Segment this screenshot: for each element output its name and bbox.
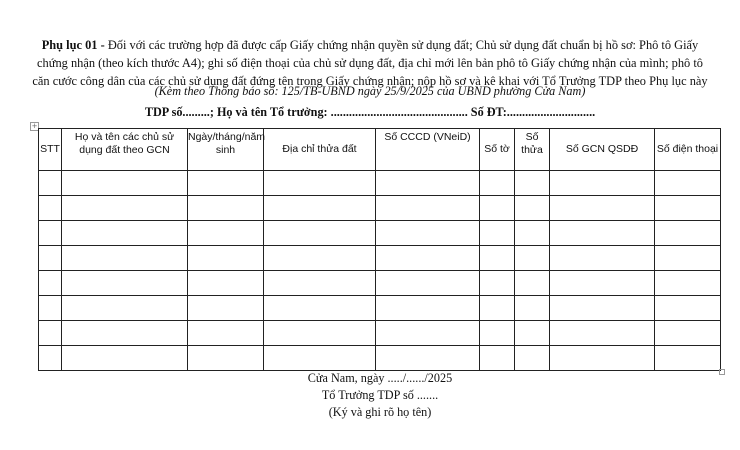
table-cell[interactable] xyxy=(550,271,655,296)
declaration-table xyxy=(38,128,721,371)
table-cell[interactable] xyxy=(515,196,550,221)
table-cell[interactable] xyxy=(188,346,264,371)
table-row xyxy=(39,171,721,196)
table-cell[interactable] xyxy=(188,271,264,296)
table-cell[interactable] xyxy=(188,196,264,221)
signature-block xyxy=(280,370,480,421)
table-cell[interactable] xyxy=(550,346,655,371)
table-cell[interactable] xyxy=(550,296,655,321)
table-cell[interactable] xyxy=(655,271,721,296)
table-cell[interactable] xyxy=(376,271,480,296)
table-cell[interactable] xyxy=(264,321,376,346)
table-row xyxy=(39,196,721,221)
table-cell[interactable] xyxy=(188,296,264,321)
table-cell[interactable] xyxy=(264,171,376,196)
table-cell[interactable] xyxy=(515,271,550,296)
table-cell[interactable] xyxy=(515,221,550,246)
table-cell[interactable] xyxy=(376,196,480,221)
table-cell[interactable] xyxy=(480,346,515,371)
table-row xyxy=(39,321,721,346)
table-cell[interactable] xyxy=(550,221,655,246)
table-cell[interactable] xyxy=(480,296,515,321)
header-id-number: Số CCCD (VNeiD) xyxy=(376,129,480,171)
table-cell[interactable] xyxy=(62,346,188,371)
table-cell[interactable] xyxy=(264,346,376,371)
table-cell[interactable] xyxy=(655,196,721,221)
table-cell[interactable] xyxy=(515,171,550,196)
table-cell[interactable] xyxy=(188,321,264,346)
table-cell[interactable] xyxy=(550,246,655,271)
table-resize-handle-icon[interactable] xyxy=(719,369,725,375)
table-cell[interactable] xyxy=(550,196,655,221)
table-cell[interactable] xyxy=(62,171,188,196)
table-cell[interactable] xyxy=(376,246,480,271)
table-cell[interactable] xyxy=(550,171,655,196)
header-owner-name: Họ và tên các chủ sử dụng đất theo GCN xyxy=(62,129,188,171)
table-cell[interactable] xyxy=(655,246,721,271)
table-cell[interactable] xyxy=(39,296,62,321)
table-body xyxy=(39,171,721,371)
table-cell[interactable] xyxy=(39,346,62,371)
table-header-row xyxy=(39,129,721,171)
table-cell[interactable] xyxy=(39,246,62,271)
table-cell[interactable] xyxy=(62,296,188,321)
table-cell[interactable] xyxy=(376,171,480,196)
table-row xyxy=(39,246,721,271)
table-cell[interactable] xyxy=(480,321,515,346)
table-cell[interactable] xyxy=(188,171,264,196)
table-cell[interactable] xyxy=(62,246,188,271)
table-cell[interactable] xyxy=(480,171,515,196)
table-cell[interactable] xyxy=(515,346,550,371)
table-cell[interactable] xyxy=(39,271,62,296)
table-cell[interactable] xyxy=(480,221,515,246)
table-cell[interactable] xyxy=(39,221,62,246)
table-cell[interactable] xyxy=(376,346,480,371)
header-birth-date: Ngày/tháng/năm sinh xyxy=(188,129,264,171)
appendix-instructions: Đối với các trường hợp đã được cấp Giấy chứng nhận quyền sử dụng đất; Chủ sử dụng đất chuẩn bị hồ sơ: Phô tô Giấy chứng nhận (theo kích thước A4); ghi số điện thoại của chủ sử dụng đất, địa chỉ mới lên bản phô tô Giấy chứng nhận của mình; phô tô căn cước công dân của các chủ sử dụng đất đứng tên trong Giấy chứng nhận; nộp hồ sơ và kê khai với Tổ Trưởng TDP theo Phụ lục này xyxy=(32,38,708,88)
table-cell[interactable] xyxy=(480,196,515,221)
table-cell[interactable] xyxy=(62,196,188,221)
table-cell[interactable] xyxy=(480,271,515,296)
table-cell[interactable] xyxy=(264,221,376,246)
table-row xyxy=(39,271,721,296)
table-cell[interactable] xyxy=(515,296,550,321)
table-row xyxy=(39,296,721,321)
table-cell[interactable] xyxy=(188,221,264,246)
table-cell[interactable] xyxy=(655,171,721,196)
header-phone-number: Số điện thoại xyxy=(655,129,721,171)
table-row xyxy=(39,346,721,371)
table-cell[interactable] xyxy=(515,246,550,271)
table-cell[interactable] xyxy=(655,346,721,371)
table-cell[interactable] xyxy=(480,246,515,271)
table-move-handle-icon[interactable]: + xyxy=(31,122,38,130)
appendix-label: Phụ lục 01 - xyxy=(41,38,105,52)
table-row xyxy=(39,221,721,246)
table-cell[interactable] xyxy=(655,221,721,246)
table-cell[interactable] xyxy=(62,221,188,246)
header-parcel-address: Địa chỉ thửa đất xyxy=(264,129,376,171)
header-parcel-number: Số thửa xyxy=(515,129,550,171)
table-cell[interactable] xyxy=(376,221,480,246)
table-cell[interactable] xyxy=(264,196,376,221)
table-cell[interactable] xyxy=(264,296,376,321)
table-cell[interactable] xyxy=(264,271,376,296)
table-cell[interactable] xyxy=(376,321,480,346)
table-cell[interactable] xyxy=(62,271,188,296)
table-cell[interactable] xyxy=(655,321,721,346)
place-date: Cửa Nam, ngày ...../....../2025 xyxy=(307,371,453,385)
signature-note: (Ký và ghi rõ họ tên) xyxy=(328,405,432,419)
header-certificate-number: Số GCN QSDĐ xyxy=(550,129,655,171)
table-cell[interactable] xyxy=(655,296,721,321)
header-stt: STT xyxy=(39,129,62,171)
table-cell[interactable] xyxy=(39,196,62,221)
table-cell[interactable] xyxy=(264,246,376,271)
table-cell[interactable] xyxy=(376,296,480,321)
table-cell[interactable] xyxy=(39,171,62,196)
header-sheet-number: Số tờ xyxy=(480,129,515,171)
table-cell[interactable] xyxy=(515,321,550,346)
signer-role: Tổ Trưởng TDP số ....... xyxy=(321,388,439,402)
table-cell[interactable] xyxy=(550,321,655,346)
table-cell[interactable] xyxy=(39,321,62,346)
appendix-heading xyxy=(30,36,710,90)
table-cell[interactable] xyxy=(62,321,188,346)
notice-reference: (Kèm theo Thông báo số: 125/TB-UBND ngày 25/9/2025 của UBND phường Cửa Nam) xyxy=(154,84,586,98)
tdp-info-line: TDP số.........; Họ và tên Tổ trưởng: ............................................. Số ĐT:............................. xyxy=(144,105,596,119)
table-cell[interactable] xyxy=(188,246,264,271)
